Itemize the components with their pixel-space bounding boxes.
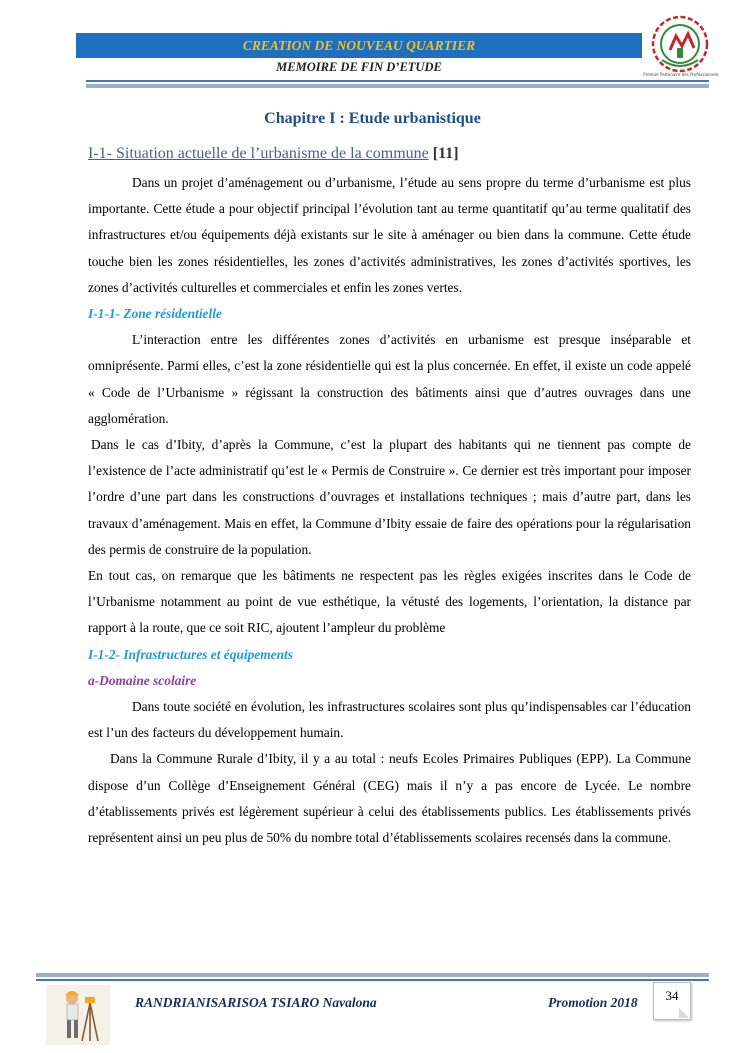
page-number: 34 xyxy=(653,982,691,1020)
paragraph: Dans un projet d’aménagement ou d’urbanisme, l’étude au sens propre du terme d’urbanisme est plus importante. Cette étude a pour objectif principal l’évolution tant au terme quantitatif qu’au terme qualitatif des infrastructures et/ou équipements déjà existants sur le site à aménager ou bien dans la commune. Cette étude touche bien les zones résidentielles, les zones d’activités administratives, les zones d’activités sportives, les zones d’activités culturelles et commerciales et enfin les zones vertes. xyxy=(88,175,691,295)
section-reference: [11] xyxy=(432,145,459,162)
body-content xyxy=(88,170,691,851)
footer-rule-thick xyxy=(36,973,709,977)
logo-caption: Premier Partenaire des Professionnels xyxy=(643,72,719,77)
paragraph: Dans toute société en évolution, les infrastructures scolaires sont plus qu’indispensables car l’éducation est l’un des facteurs du développement humain. xyxy=(88,699,691,741)
footer-promotion: Promotion 2018 xyxy=(548,995,638,1010)
paragraph: Dans la Commune Rurale d’Ibity, il y a au total : neufs Ecoles Primaires Publiques (EPP). La Commune dispose d’un Collège d’Enseignement Général (CEG) mais il n’y a pas encore de Lycée. Le nombre d’établissements privés est légèrement supérieur à celui des établissements publics. Les établissements privés représentent ainsi un peu plus de 50% du nombre total d’établissements scolaires recensés dans la commune. xyxy=(88,751,691,846)
section-heading-text: I-1- Situation actuelle de l’urbanisme de la commune xyxy=(88,145,429,162)
section-heading xyxy=(88,145,459,163)
header-title: CREATION DE NOUVEAU QUARTIER xyxy=(242,38,476,53)
surveyor-illustration xyxy=(46,985,110,1045)
footer-author: RANDRIANISARISOA TSIARO Navalona xyxy=(135,995,377,1010)
footer-rule xyxy=(36,979,709,981)
page-corner-fold xyxy=(679,1008,689,1018)
header-subtitle: MEMOIRE DE FIN D’ETUDE xyxy=(276,60,442,74)
paragraph: Dans le cas d’Ibity, d’après la Commune, c’est la plupart des habitants qui ne tiennent pas compte de l’existence de l’acte administratif qu’est le « Permis de Construire ». Ce dernier est très important pour imposer l’ordre d’une part dans les constructions d’ouvrages et installations techniques ; mais d’autre part, dans les travaux d’aménagement. Mais en effet, la Commune d’Ibity essaie de faire des opérations pour la régularisation des permis de construire de la population. xyxy=(88,437,691,557)
header-rule-thick xyxy=(86,84,709,88)
paragraph: En tout cas, on remarque que les bâtiments ne respectent pas les règles exigées inscrites dans le Code de l’Urbanisme notamment au point de vue esthétique, la vétusté des logements, l’orientation, la distance par rapport à la route, que ce soit RIC, ajoutent l’ampleur du problème xyxy=(88,568,691,636)
header-rule xyxy=(86,80,709,82)
paragraph: L’interaction entre les différentes zones d’activités en urbanisme est presque inséparable et omniprésente. Parmi elles, c’est la zone résidentielle qui est la plus concernée. En effet, il existe un code appelé « Code de l’Urbanisme » régissant la construction des bâtiments ainsi que d’autres ouvrages dans une agglomération. xyxy=(88,332,691,426)
subsection-heading-zone-residentielle: I-1-1- Zone résidentielle xyxy=(88,306,222,322)
subsection-heading-infrastructures: I-1-2- Infrastructures et équipements xyxy=(88,646,293,662)
subsubsection-heading-domaine-scolaire: a-Domaine scolaire xyxy=(88,672,197,688)
chapter-title: Chapitre I : Etude urbanistique xyxy=(264,110,481,127)
